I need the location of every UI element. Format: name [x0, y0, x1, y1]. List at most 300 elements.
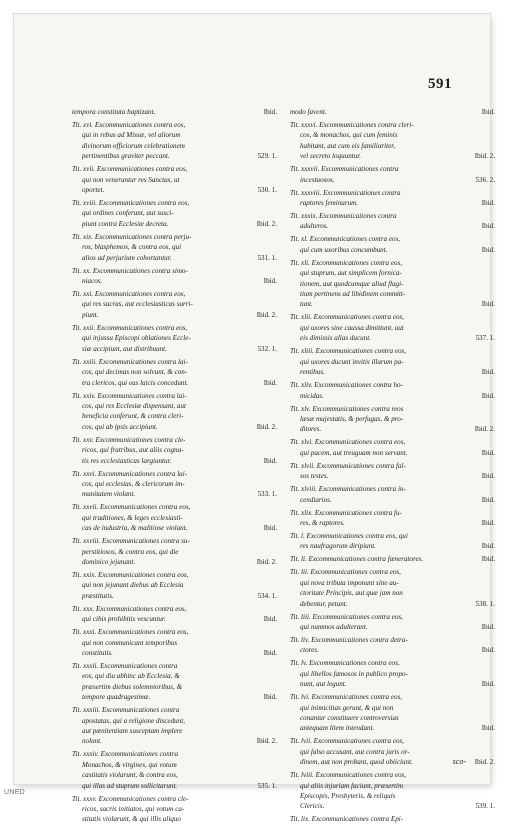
- page-reference: Ibid. 2.: [474, 758, 495, 767]
- entry-line: [290, 323, 495, 333]
- entry-text: tis res ecclesiasticas largiuntur.: [82, 456, 172, 465]
- index-entry: [290, 258, 495, 310]
- entry-line: [290, 312, 495, 322]
- entry-line: [290, 567, 495, 577]
- index-entry: [290, 692, 495, 734]
- entry-line: [72, 479, 277, 489]
- entry-line: [290, 346, 495, 356]
- entry-text: divinorum officiorum celebrationem: [82, 141, 185, 150]
- entry-line: [290, 612, 495, 622]
- entry-text: ros, blasphemos, & contra eos, qui: [82, 243, 182, 252]
- entry-line: [290, 107, 495, 117]
- entry-line: [290, 692, 495, 702]
- entry-text: Tit. xliii. Excommunicationes contra eos,: [290, 347, 407, 356]
- entry-line: [72, 130, 277, 140]
- index-entry: [72, 794, 277, 825]
- entry-text: munitatem violant.: [82, 490, 136, 499]
- entry-text: nolunt.: [82, 737, 102, 746]
- index-entry: [72, 502, 277, 533]
- entry-text: pertinentibus graviter peccant.: [82, 152, 170, 161]
- entry-line: [290, 404, 495, 414]
- entry-text: Tit. xix. Excommunicationes contra perju-: [72, 232, 192, 241]
- page-reference: Ibid.: [481, 518, 495, 527]
- index-entry: [72, 323, 277, 354]
- entry-text: antequam litem intendant.: [300, 724, 375, 733]
- entry-text: Clericis.: [300, 802, 325, 811]
- entry-line: [72, 435, 277, 445]
- entry-text: cos, qui ab ipsis accipiunt.: [82, 422, 158, 431]
- index-entry: [72, 266, 277, 287]
- entry-text: qui pacem, aut treuguam non servant.: [300, 448, 408, 457]
- page-reference: 535. 1.: [257, 781, 277, 790]
- index-entry: [290, 531, 495, 552]
- entry-text: siæ accipiunt, aut distribuunt.: [82, 344, 167, 353]
- entry-line: [290, 658, 495, 668]
- entry-text: eos, qui diu abhinc ab Ecclesia, &: [82, 672, 180, 681]
- entry-text: Tit. xxiv. Excommunicationes contra lai-: [72, 391, 187, 400]
- entry-line: [290, 141, 495, 151]
- index-entry: [290, 508, 495, 529]
- entry-line: [72, 253, 277, 263]
- entry-line: [72, 299, 277, 309]
- entry-text: Tit. xxxv. Excommunicationes contra cle-: [72, 794, 189, 803]
- entry-text: vel secreto loquuntur.: [300, 152, 362, 161]
- entry-line: [290, 424, 495, 434]
- entry-text: res, & raptores.: [300, 518, 345, 527]
- entry-text: cos, qui ecclesias, & clericorum im-: [82, 479, 185, 488]
- entry-text: ctoritate Principis, aut quæ jam non: [300, 589, 403, 598]
- page-reference: Ibid. 2.: [256, 422, 277, 431]
- entry-text: piunt contra Ecclesiæ decreta.: [82, 219, 169, 228]
- page-reference: Ibid.: [263, 649, 277, 657]
- entry-text: Tit. xviii. Excommunicationes contra eos,: [72, 199, 190, 208]
- entry-text: tempore quadragesimæ.: [82, 693, 151, 702]
- entry-line: [290, 380, 495, 390]
- entry-line: [290, 299, 495, 309]
- entry-text: Tit. xlix. Excommunicationes contra fu-: [290, 508, 402, 517]
- entry-text: tunt.: [300, 300, 313, 309]
- page-reference: Ibid.: [481, 680, 495, 689]
- entry-line: [290, 175, 495, 185]
- entry-line: [290, 484, 495, 494]
- page-reference: Ibid.: [481, 646, 495, 655]
- page-reference: Ibid. 2.: [256, 310, 277, 319]
- page-reference: 534. 1.: [257, 591, 277, 600]
- entry-line: [290, 645, 495, 655]
- entry-line: [290, 268, 495, 278]
- page-reference: Ibid.: [481, 391, 495, 400]
- entry-text: læsæ majestatis, & perfugas, & pro-: [300, 414, 404, 423]
- entry-text: Tit. xli. Excommunicationes contra eos,: [290, 258, 403, 267]
- index-entry: [72, 107, 277, 117]
- page-reference: 529. 1.: [257, 152, 277, 161]
- entry-text: Tit. xxix. Excommunicationes contra eos,: [72, 570, 189, 579]
- entry-line: [72, 151, 277, 161]
- entry-text: qui cum uxoribus concumbunt.: [300, 245, 388, 254]
- entry-text: Tit. xxx. Excommunicationes contra eos,: [72, 604, 187, 613]
- entry-line: [72, 736, 277, 746]
- entry-text: Tit. xxxi. Excommunicationes contra eos,: [72, 628, 189, 637]
- index-entry: [290, 770, 495, 812]
- index-entry: [290, 107, 495, 117]
- entry-line: [72, 523, 277, 533]
- entry-line: [72, 391, 277, 401]
- entry-line: [72, 557, 277, 567]
- entry-line: [72, 445, 277, 455]
- entry-line: [290, 635, 495, 645]
- page-reference: Ibid.: [481, 555, 495, 564]
- entry-text: habitant, aut cum eis familiariter,: [300, 141, 395, 150]
- entry-line: [290, 245, 495, 255]
- entry-line: [290, 258, 495, 268]
- entry-text: Tit. xxi. Excommunicationes contra eos,: [72, 290, 186, 299]
- page-reference: Ibid.: [481, 622, 495, 631]
- page-reference: Ibid. 2.: [256, 737, 277, 746]
- entry-line: [72, 547, 277, 557]
- entry-text: dinem, aut non probant, quod obiiciunt.: [300, 758, 413, 767]
- entry-text: Tit. lv. Excommunicationes contra eos,: [290, 659, 400, 668]
- entry-text: Tit. lvii. Excommunicationes contra eos,: [290, 737, 405, 746]
- entry-text: Tit. xvii. Excommunicationes contra eos,: [72, 165, 188, 174]
- entry-line: [72, 411, 277, 421]
- entry-line: [72, 705, 277, 715]
- index-entry: [72, 357, 277, 388]
- entry-text: aut pœnitentiam susceptam implere: [82, 727, 183, 736]
- index-entry: [290, 312, 495, 343]
- page-reference: Ibid.: [481, 368, 495, 377]
- entry-line: [72, 422, 277, 432]
- entry-line: [72, 580, 277, 590]
- page-reference: Ibid.: [481, 448, 495, 457]
- page-reference: Ibid.: [263, 693, 277, 702]
- entry-line: [72, 781, 277, 791]
- entry-text: incestuosos.: [300, 175, 335, 184]
- entry-text: ricos, sacris initiatos, qui votum ca-: [82, 805, 185, 814]
- page-reference: 539. 1.: [475, 802, 495, 811]
- entry-line: [72, 760, 277, 770]
- page-reference: Ibid.: [263, 378, 277, 387]
- index-entry: [290, 234, 495, 255]
- entry-text: Tit. xlviii. Excommunicationes contra in-: [290, 485, 406, 494]
- entry-text: tionem, aut quodcumque aliud flagi-: [300, 279, 404, 288]
- entry-line: [290, 448, 495, 458]
- entry-line: [72, 323, 277, 333]
- index-entry: [72, 570, 277, 601]
- entry-text: castitatis violarunt, & contra eos,: [82, 771, 178, 780]
- entry-text: Tit. xxv. Excommunicationes contra cle-: [72, 435, 186, 444]
- entry-line: [290, 554, 495, 564]
- entry-text: præstitutis.: [82, 591, 114, 600]
- entry-line: [290, 541, 495, 551]
- index-entry: [72, 469, 277, 500]
- entry-line: [290, 471, 495, 481]
- entry-text: tra clericos, qui eas laicis concedunt.: [82, 378, 189, 387]
- entry-line: [290, 703, 495, 713]
- entry-text: qui nova tributa imponunt sine au-: [300, 578, 399, 587]
- entry-text: tium pertinens ad libidinem committ-: [300, 290, 406, 299]
- entry-text: Tit. xvi. Excommunicationes contra eos,: [72, 121, 186, 129]
- entry-line: [72, 794, 277, 804]
- entry-line: [72, 682, 277, 692]
- entry-line: [72, 570, 277, 580]
- entry-line: [290, 713, 495, 723]
- entry-text: qui libellos famosos in publico propo-: [300, 669, 408, 678]
- entry-text: Tit. liv. Excommunicationes contra detra-: [290, 635, 408, 644]
- entry-line: [290, 679, 495, 689]
- index-entry: [290, 211, 495, 232]
- entry-text: Tit. lii. Excommunicationes contra eos,: [290, 568, 401, 577]
- entry-line: [72, 107, 277, 117]
- entry-line: [290, 164, 495, 174]
- page-reference: 536. 2.: [475, 175, 495, 184]
- entry-line: [72, 164, 277, 174]
- entry-line: [72, 814, 277, 824]
- entry-text: cos, qui decimas non solvunt, & con-: [82, 368, 188, 377]
- entry-text: Tit. xxiii. Excommunicationes contra lai-: [72, 357, 188, 366]
- entry-text: qui res sacras, aut ecclesiasticas surri-: [82, 300, 193, 309]
- index-entry: [72, 232, 277, 263]
- entry-text: Tit. xxxiii. Excommunicationes contra: [72, 706, 180, 715]
- entry-line: [290, 188, 495, 198]
- entry-line: [290, 518, 495, 528]
- entry-text: alios ad perjurium cohortantur.: [82, 253, 172, 262]
- index-entry: [72, 536, 277, 567]
- entry-line: [72, 604, 277, 614]
- entry-text: ricos, qui fratribus, aut aliis cogna-: [82, 446, 184, 455]
- entry-line: [72, 638, 277, 648]
- page-reference: 537. 1.: [475, 334, 495, 343]
- left-column: [72, 107, 277, 827]
- entry-text: Tit. xxxiv. Excommunicationes contra: [72, 750, 179, 759]
- page-number: 591: [428, 76, 452, 92]
- entry-line: [72, 219, 277, 229]
- entry-text: Tit. liii. Excommunicationes contra eos,: [290, 612, 403, 621]
- page-reference: 531. 1.: [257, 253, 277, 262]
- index-entry: [290, 658, 495, 689]
- entry-line: [72, 627, 277, 637]
- index-entry: [290, 814, 495, 824]
- entry-text: tempora constituta baptizant.: [72, 108, 156, 116]
- entry-text: nunt, aut legunt.: [300, 680, 347, 689]
- entry-text: eis dimissis alias ducunt.: [300, 334, 371, 343]
- index-entry: [290, 461, 495, 482]
- entry-text: Tit. xxviii. Excommunicationes contra su-: [72, 537, 190, 546]
- entry-text: Tit. xxvii. Excommunicationes contra eos,: [72, 503, 191, 512]
- entry-text: stitatis violarunt, & qui illis aliquo: [82, 815, 181, 824]
- entry-text: qui uxores ducunt invitis illarum pa-: [300, 357, 404, 366]
- entry-line: [290, 414, 495, 424]
- entry-line: [72, 513, 277, 523]
- entry-text: dominico jejunant.: [82, 557, 136, 566]
- page-reference: Ibid.: [481, 199, 495, 208]
- entry-line: [72, 749, 277, 759]
- page-reference: Ibid.: [263, 108, 277, 116]
- entry-line: [290, 211, 495, 221]
- entry-text: præsertim diebus solemnioribus, &: [82, 682, 183, 691]
- entry-line: [290, 723, 495, 733]
- index-entry: [290, 635, 495, 656]
- page-reference: Ibid.: [481, 222, 495, 231]
- entry-text: Tit. xxxvi. Excommunicationes contra cleri-: [290, 121, 414, 129]
- entry-line: [72, 378, 277, 388]
- entry-text: qui aliis injuriam faciunt, præsertim: [300, 781, 404, 790]
- page-reference: Ibid. 2.: [474, 152, 495, 161]
- entry-line: [290, 198, 495, 208]
- entry-line: [72, 661, 277, 671]
- entry-text: qui stuprum, aut simplicem fornica-: [300, 269, 402, 278]
- entry-text: cos, & monachos, qui cum feminis: [300, 131, 398, 140]
- entry-line: [290, 508, 495, 518]
- index-entry: [290, 554, 495, 564]
- page-reference: Ibid.: [481, 542, 495, 551]
- entry-line: [290, 130, 495, 140]
- entry-line: [72, 232, 277, 242]
- entry-line: [72, 357, 277, 367]
- entry-line: [72, 333, 277, 343]
- page-reference: Ibid.: [263, 456, 277, 465]
- index-entry: [72, 198, 277, 229]
- entry-line: [290, 234, 495, 244]
- entry-text: qui non venerantur res Sanctas, ut: [82, 175, 180, 184]
- entry-text: cas de industria, & malitiose violant.: [82, 524, 188, 533]
- entry-text: beneficia conferunt, & contra cleri-: [82, 412, 184, 421]
- entry-text: Tit. xx. Excommunicationes contra simo-: [72, 266, 188, 275]
- index-entry: [72, 749, 277, 791]
- entry-line: [290, 367, 495, 377]
- entry-text: conantur constituere controversias: [300, 714, 399, 722]
- entry-line: [290, 770, 495, 780]
- entry-line: [72, 489, 277, 499]
- entry-text: qui in rebus ad Missæ, vel aliorum: [82, 131, 181, 140]
- page-reference: 530. 1.: [257, 186, 277, 195]
- entry-text: debentur, petunt.: [300, 599, 348, 608]
- entry-line: [290, 588, 495, 598]
- entry-text: ditores.: [300, 425, 322, 434]
- entry-line: [72, 804, 277, 814]
- index-entry: [290, 437, 495, 458]
- index-entry: [72, 435, 277, 466]
- entry-text: Tit. lviii. Excommunicationes contra eos,: [290, 771, 407, 780]
- entry-line: [72, 614, 277, 624]
- entry-line: [290, 120, 495, 130]
- index-entry: [72, 661, 277, 703]
- entry-text: constitutis.: [82, 649, 113, 657]
- entry-text: qui illas ad stuprum sollicitarunt.: [82, 781, 178, 790]
- index-entry: [290, 346, 495, 377]
- entry-text: Tit. xxxviii. Excommunicationes contra: [290, 188, 401, 197]
- index-entry: [72, 627, 277, 658]
- index-entry: [72, 604, 277, 625]
- page-reference: Ibid.: [481, 724, 495, 733]
- entry-line: [72, 648, 277, 658]
- entry-line: [72, 185, 277, 195]
- page-reference: Ibid.: [263, 277, 277, 286]
- entry-text: Tit. xlvii. Excommunicationes contra fal-: [290, 461, 406, 470]
- index-entry: [72, 289, 277, 320]
- catchword: sco-: [452, 757, 466, 766]
- entry-text: Tit. xl. Excommunicationes contra eos,: [290, 235, 401, 244]
- entry-line: [290, 599, 495, 609]
- page-reference: 533. 1.: [257, 490, 277, 499]
- right-column: [290, 107, 495, 827]
- index-entry: [72, 164, 277, 195]
- entry-text: qui cibis prohibitis vescuntur.: [82, 615, 166, 624]
- entry-line: [290, 357, 495, 367]
- index-entry: [72, 120, 277, 162]
- entry-line: [290, 437, 495, 447]
- entry-text: raptores feminarum.: [300, 199, 359, 208]
- entry-line: [72, 367, 277, 377]
- entry-line: [72, 692, 277, 702]
- entry-text: qui nummos adulterant.: [300, 622, 368, 631]
- entry-line: [290, 747, 495, 757]
- entry-text: qui uxores sine caussa dimittunt, aut: [300, 323, 404, 332]
- index-entry: [290, 120, 495, 162]
- entry-line: [290, 814, 495, 824]
- entry-text: niacos.: [82, 277, 103, 286]
- entry-line: [290, 333, 495, 343]
- page-reference: Ibid.: [263, 615, 277, 624]
- entry-text: qui injussu Episcopi oblationes Eccle-: [82, 334, 191, 343]
- entry-text: Tit. xxxix. Excommunicationes contra: [290, 212, 397, 221]
- entry-text: qui ordines conferunt, aut susci-: [82, 209, 174, 218]
- page-reference: Ibid. 2.: [256, 219, 277, 228]
- entry-text: apostatas, qui a religione discedunt,: [82, 716, 185, 725]
- index-entry: [72, 391, 277, 433]
- entry-text: Tit. lix. Excommunicationes contra Epi-: [290, 815, 404, 824]
- page-reference: 538. 1.: [475, 599, 495, 608]
- page-reference: Ibid. 2.: [474, 425, 495, 434]
- entry-text: Monachos, & virgines, qui votum: [82, 760, 177, 769]
- entry-line: [290, 801, 495, 811]
- entry-text: modo favent.: [290, 108, 327, 116]
- entry-text: Tit. l. Excommunicationes contra eos, qui: [290, 531, 408, 540]
- entry-line: [72, 456, 277, 466]
- entry-line: [290, 391, 495, 401]
- page-reference: Ibid.: [481, 472, 495, 481]
- entry-text: Tit. xlv. Excommunicationes contra reos: [290, 404, 404, 413]
- entry-text: Tit. li. Excommunicationes contra fæneratores.: [290, 555, 424, 564]
- entry-line: [72, 591, 277, 601]
- entry-text: cendiarios.: [300, 495, 332, 504]
- page-reference: [491, 814, 495, 824]
- entry-text: Tit. xxvi. Excommunicationes contra lai-: [72, 469, 188, 478]
- entry-text: Tit. xlii. Excommunicationes contra eos,: [290, 313, 405, 322]
- entry-line: [72, 671, 277, 681]
- entry-text: qui inimicitias gerunt, & qui non: [300, 703, 394, 712]
- page-reference: Ibid.: [481, 495, 495, 504]
- entry-text: cos, qui res Ecclesiæ dispensant, aut: [82, 401, 186, 410]
- entry-line: [290, 495, 495, 505]
- entry-line: [290, 461, 495, 471]
- entry-line: [72, 141, 277, 151]
- entry-line: [72, 208, 277, 218]
- entry-line: [290, 781, 495, 791]
- entry-text: Episcopis, Presbyteris, & reliquis: [300, 792, 396, 801]
- entry-line: [290, 578, 495, 588]
- entry-line: [72, 716, 277, 726]
- index-entry: [290, 380, 495, 401]
- entry-text: ctores.: [300, 646, 319, 655]
- entry-text: qui non communicant temporibus: [82, 638, 178, 647]
- entry-line: [290, 221, 495, 231]
- entry-line: [72, 289, 277, 299]
- entry-line: [290, 289, 495, 299]
- entry-text: res naufragorum diripiunt.: [300, 542, 377, 551]
- entry-line: [72, 198, 277, 208]
- entry-line: [72, 344, 277, 354]
- entry-line: [72, 726, 277, 736]
